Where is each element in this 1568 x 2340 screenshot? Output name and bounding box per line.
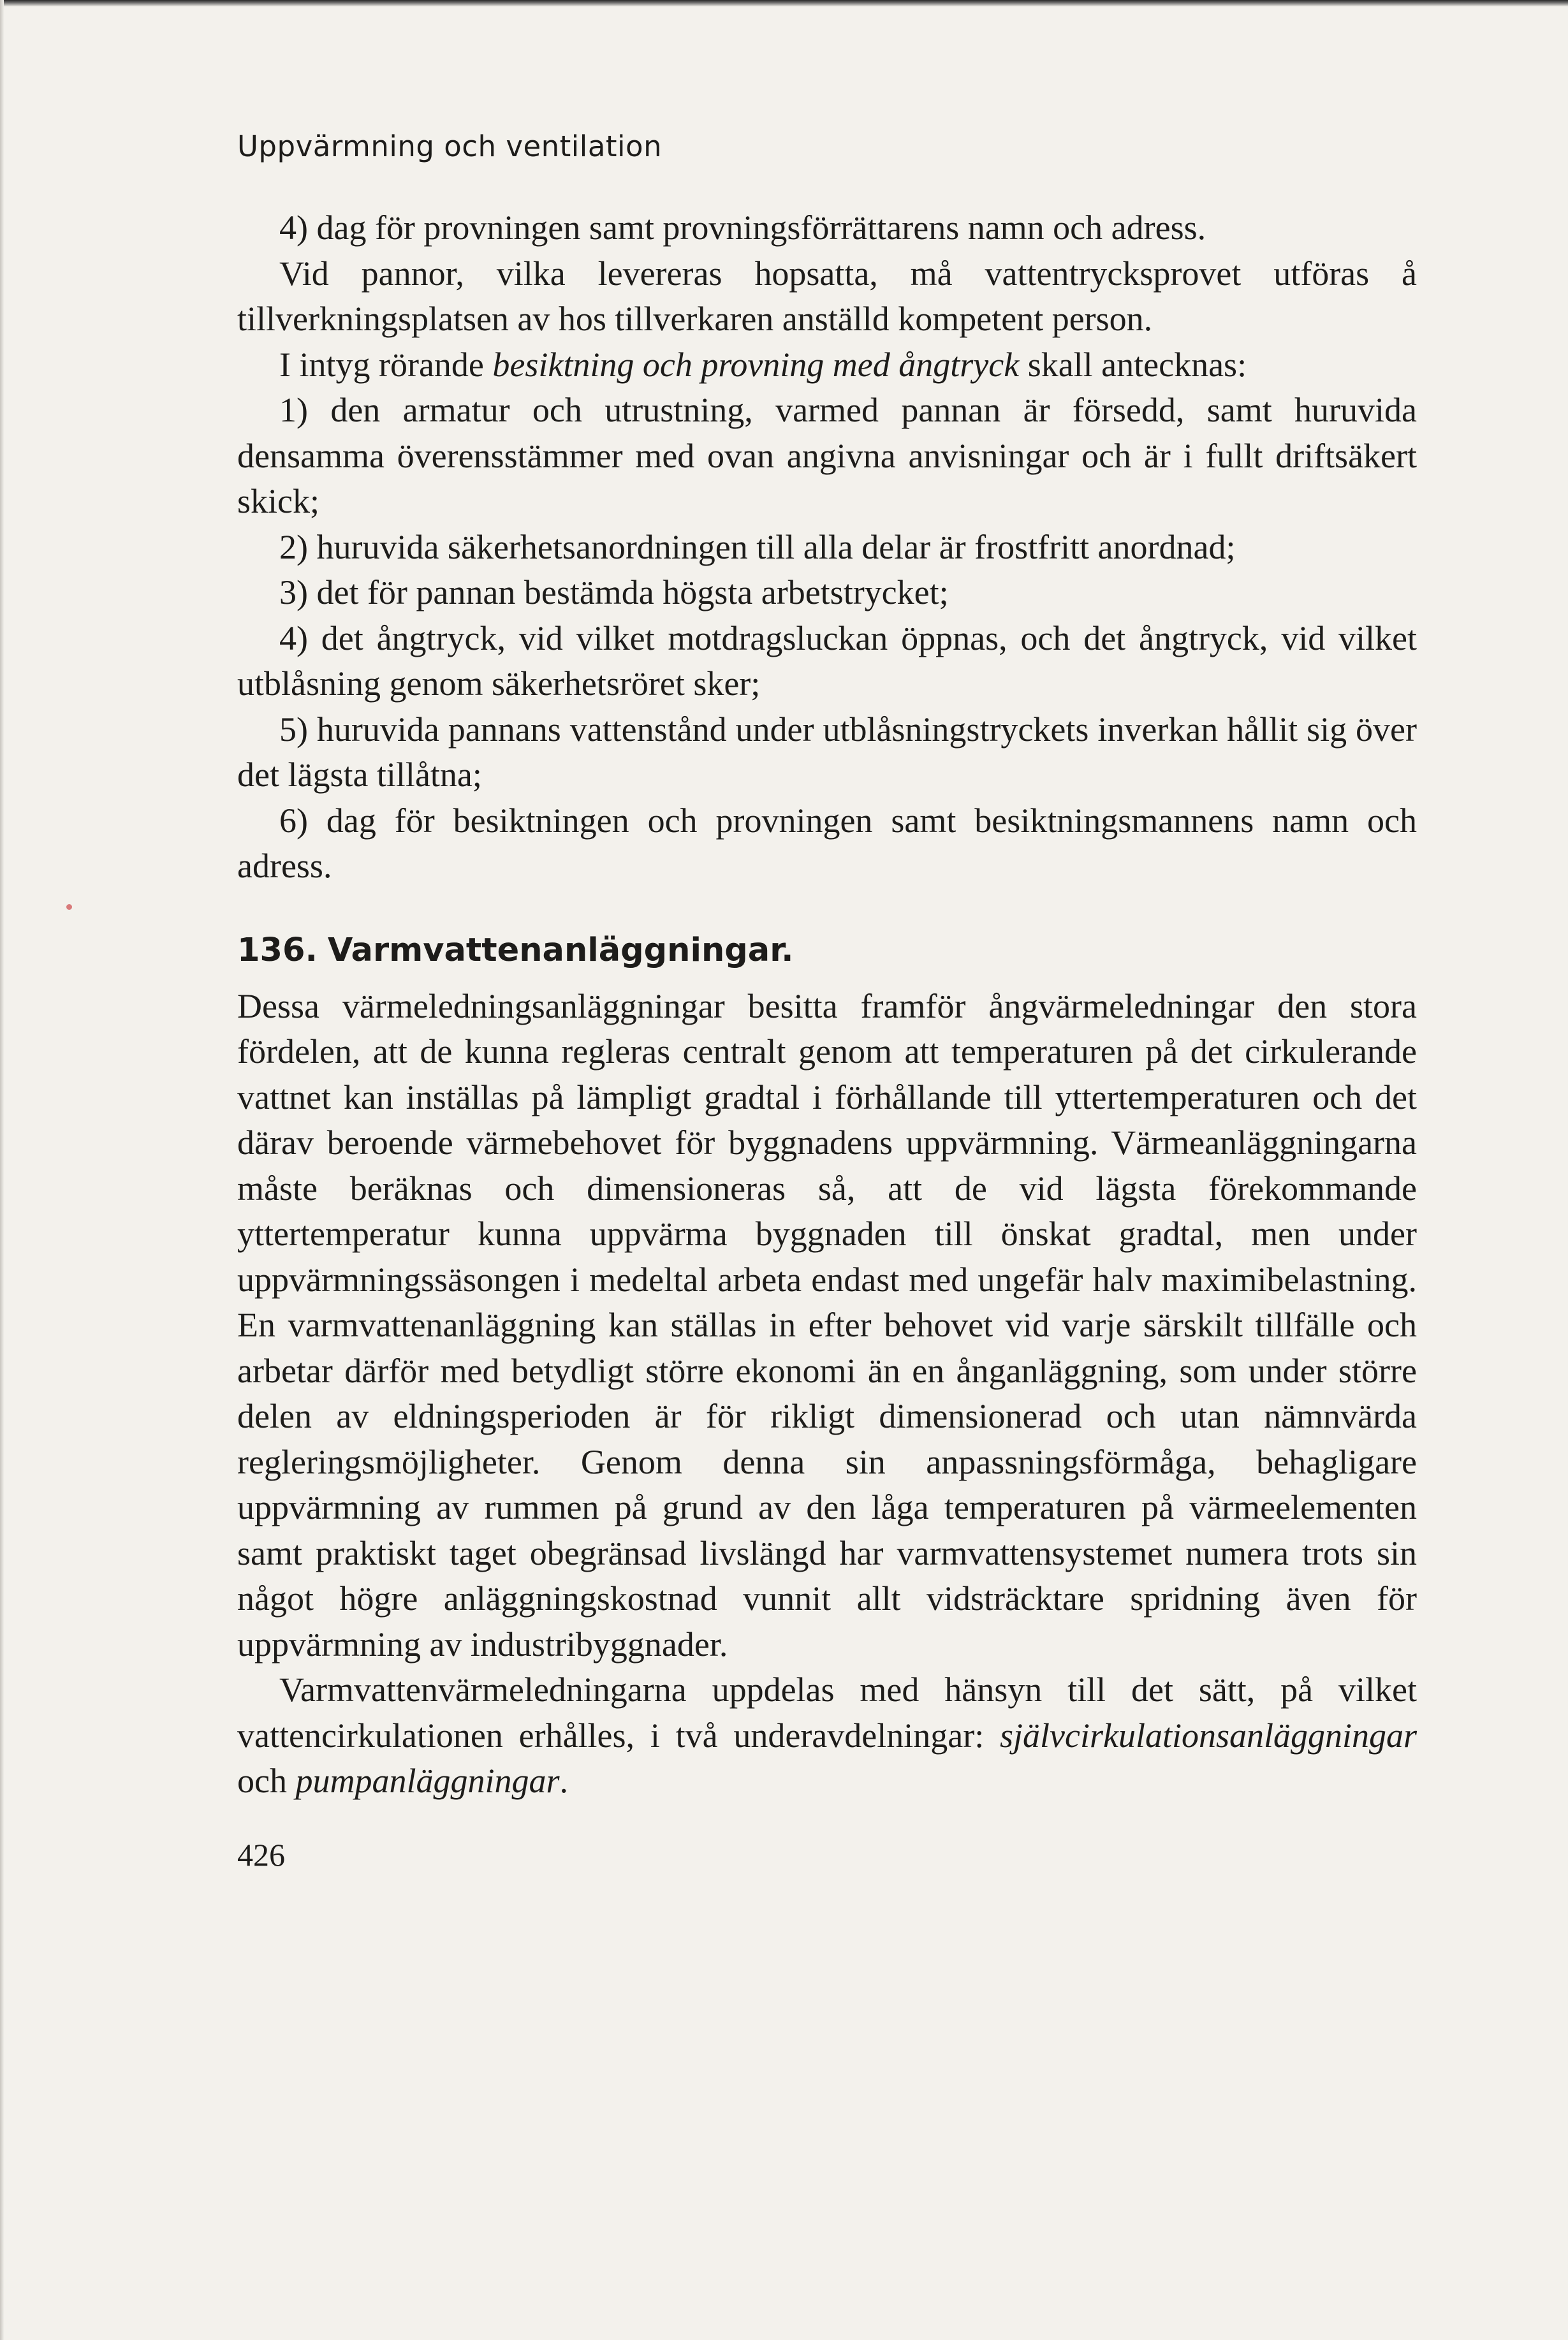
intyg-paragraph	[237, 342, 1417, 388]
intyg-tail: skall antecknas:	[1019, 345, 1247, 384]
list-item: 2) huruvida säkerhetsanordningen till alla delar är frostfritt anordnad;	[279, 527, 1236, 566]
section-heading	[237, 926, 1417, 975]
paragraph-2-lead: Varmvattenvärmeledningarna uppdelas med hänsyn till det sätt, på vilket vattencirkulationen erhålles, i två underavdelningar:	[237, 1671, 1417, 1755]
intyg-italic: besiktning och provning med ångtryck	[492, 345, 1020, 384]
continuation-vid-pannor: Vid pannor, vilka levereras hopsatta, må vattentrycksprovet utföras å tillverkningsplatsen av hos tillverkaren anställd kompetent person.	[237, 254, 1417, 338]
scan-left-edge	[0, 0, 4, 2340]
section-number: 136.	[237, 931, 318, 969]
paragraph-2-mid: och	[237, 1762, 296, 1800]
section-paragraph-2	[237, 1667, 1417, 1804]
section-title: Varmvattenanläggningar.	[327, 931, 794, 969]
page-number: 426	[237, 1836, 285, 1873]
list-item: 3) det för pannan bestämda högsta arbetstrycket;	[279, 573, 949, 611]
list-item: 5) huruvida pannans vattenstånd under utblåsningstryckets inverkan hållit sig över det lägsta tillåtna;	[237, 710, 1417, 794]
body-text	[237, 205, 1417, 889]
section-body	[237, 984, 1417, 1804]
running-head: Uppvärmning och ventilation	[237, 129, 663, 163]
section-paragraph-1: Dessa värmeledningsanläggningar besitta framför ångvärmeledningar den stora fördelen, att de kunna regleras centralt genom att temperaturen på det cirkulerande vattnet kan inställas på lämpligt gradtal i förhållande till yttertemperaturen och det därav beroende värmebehovet för byggnadens uppvärmning. Värmeanläggningarna måste beräknas och dimensioneras så, att de vid lägsta förekommande yttertemperatur kunna uppvärma byggnaden till önskat gradtal, men under uppvärmningssäsongen i medeltal arbeta endast med ungefär halv maximibelastning. En varmvattenanläggning kan ställas in efter behovet vid varje särskilt tillfälle och arbetar därför med betydligt större ekonomi än en ånganläggning, som under större delen av eldningsperioden är för rikligt dimensionerad och utan nämnvärda regleringsmöjligheter. Genom denna sin anpassningsförmåga, behagligare uppvärmning av rummen på grund av den låga temperaturen på värmeelementen samt praktiskt taget obegränsad livslängd har varmvattensystemet numera trots sin något högre anläggningskostnad vunnit allt vidsträcktare spridning även för uppvärmning av industribyggnader.	[237, 986, 1417, 1664]
paragraph-2-italic-1: självcirkulationsanläggningar	[1000, 1716, 1417, 1755]
scan-speck	[66, 904, 72, 910]
list-item: 4) det ångtryck, vid vilket motdragsluckan öppnas, och det ångtryck, vid vilket utblåsning genom säkerhetsröret sker;	[237, 618, 1417, 703]
continuation-line-4: 4) dag för provningen samt provningsförrättarens namn och adress.	[279, 208, 1206, 247]
scan-top-edge	[0, 0, 1568, 6]
list-item: 6) dag för besiktningen och provningen samt besiktningsmannens namn och adress.	[237, 801, 1417, 885]
paragraph-2-end: .	[559, 1762, 568, 1800]
document-page	[237, 121, 1417, 1873]
paragraph-2-italic-2: pumpanläggningar	[295, 1762, 560, 1800]
list-item: 1) den armatur och utrustning, varmed pannan är försedd, samt huruvida densamma överensstämmer med ovan angivna anvisningar och är i fullt driftsäkert skick;	[237, 391, 1417, 520]
intyg-lead: I intyg rörande	[279, 345, 493, 384]
